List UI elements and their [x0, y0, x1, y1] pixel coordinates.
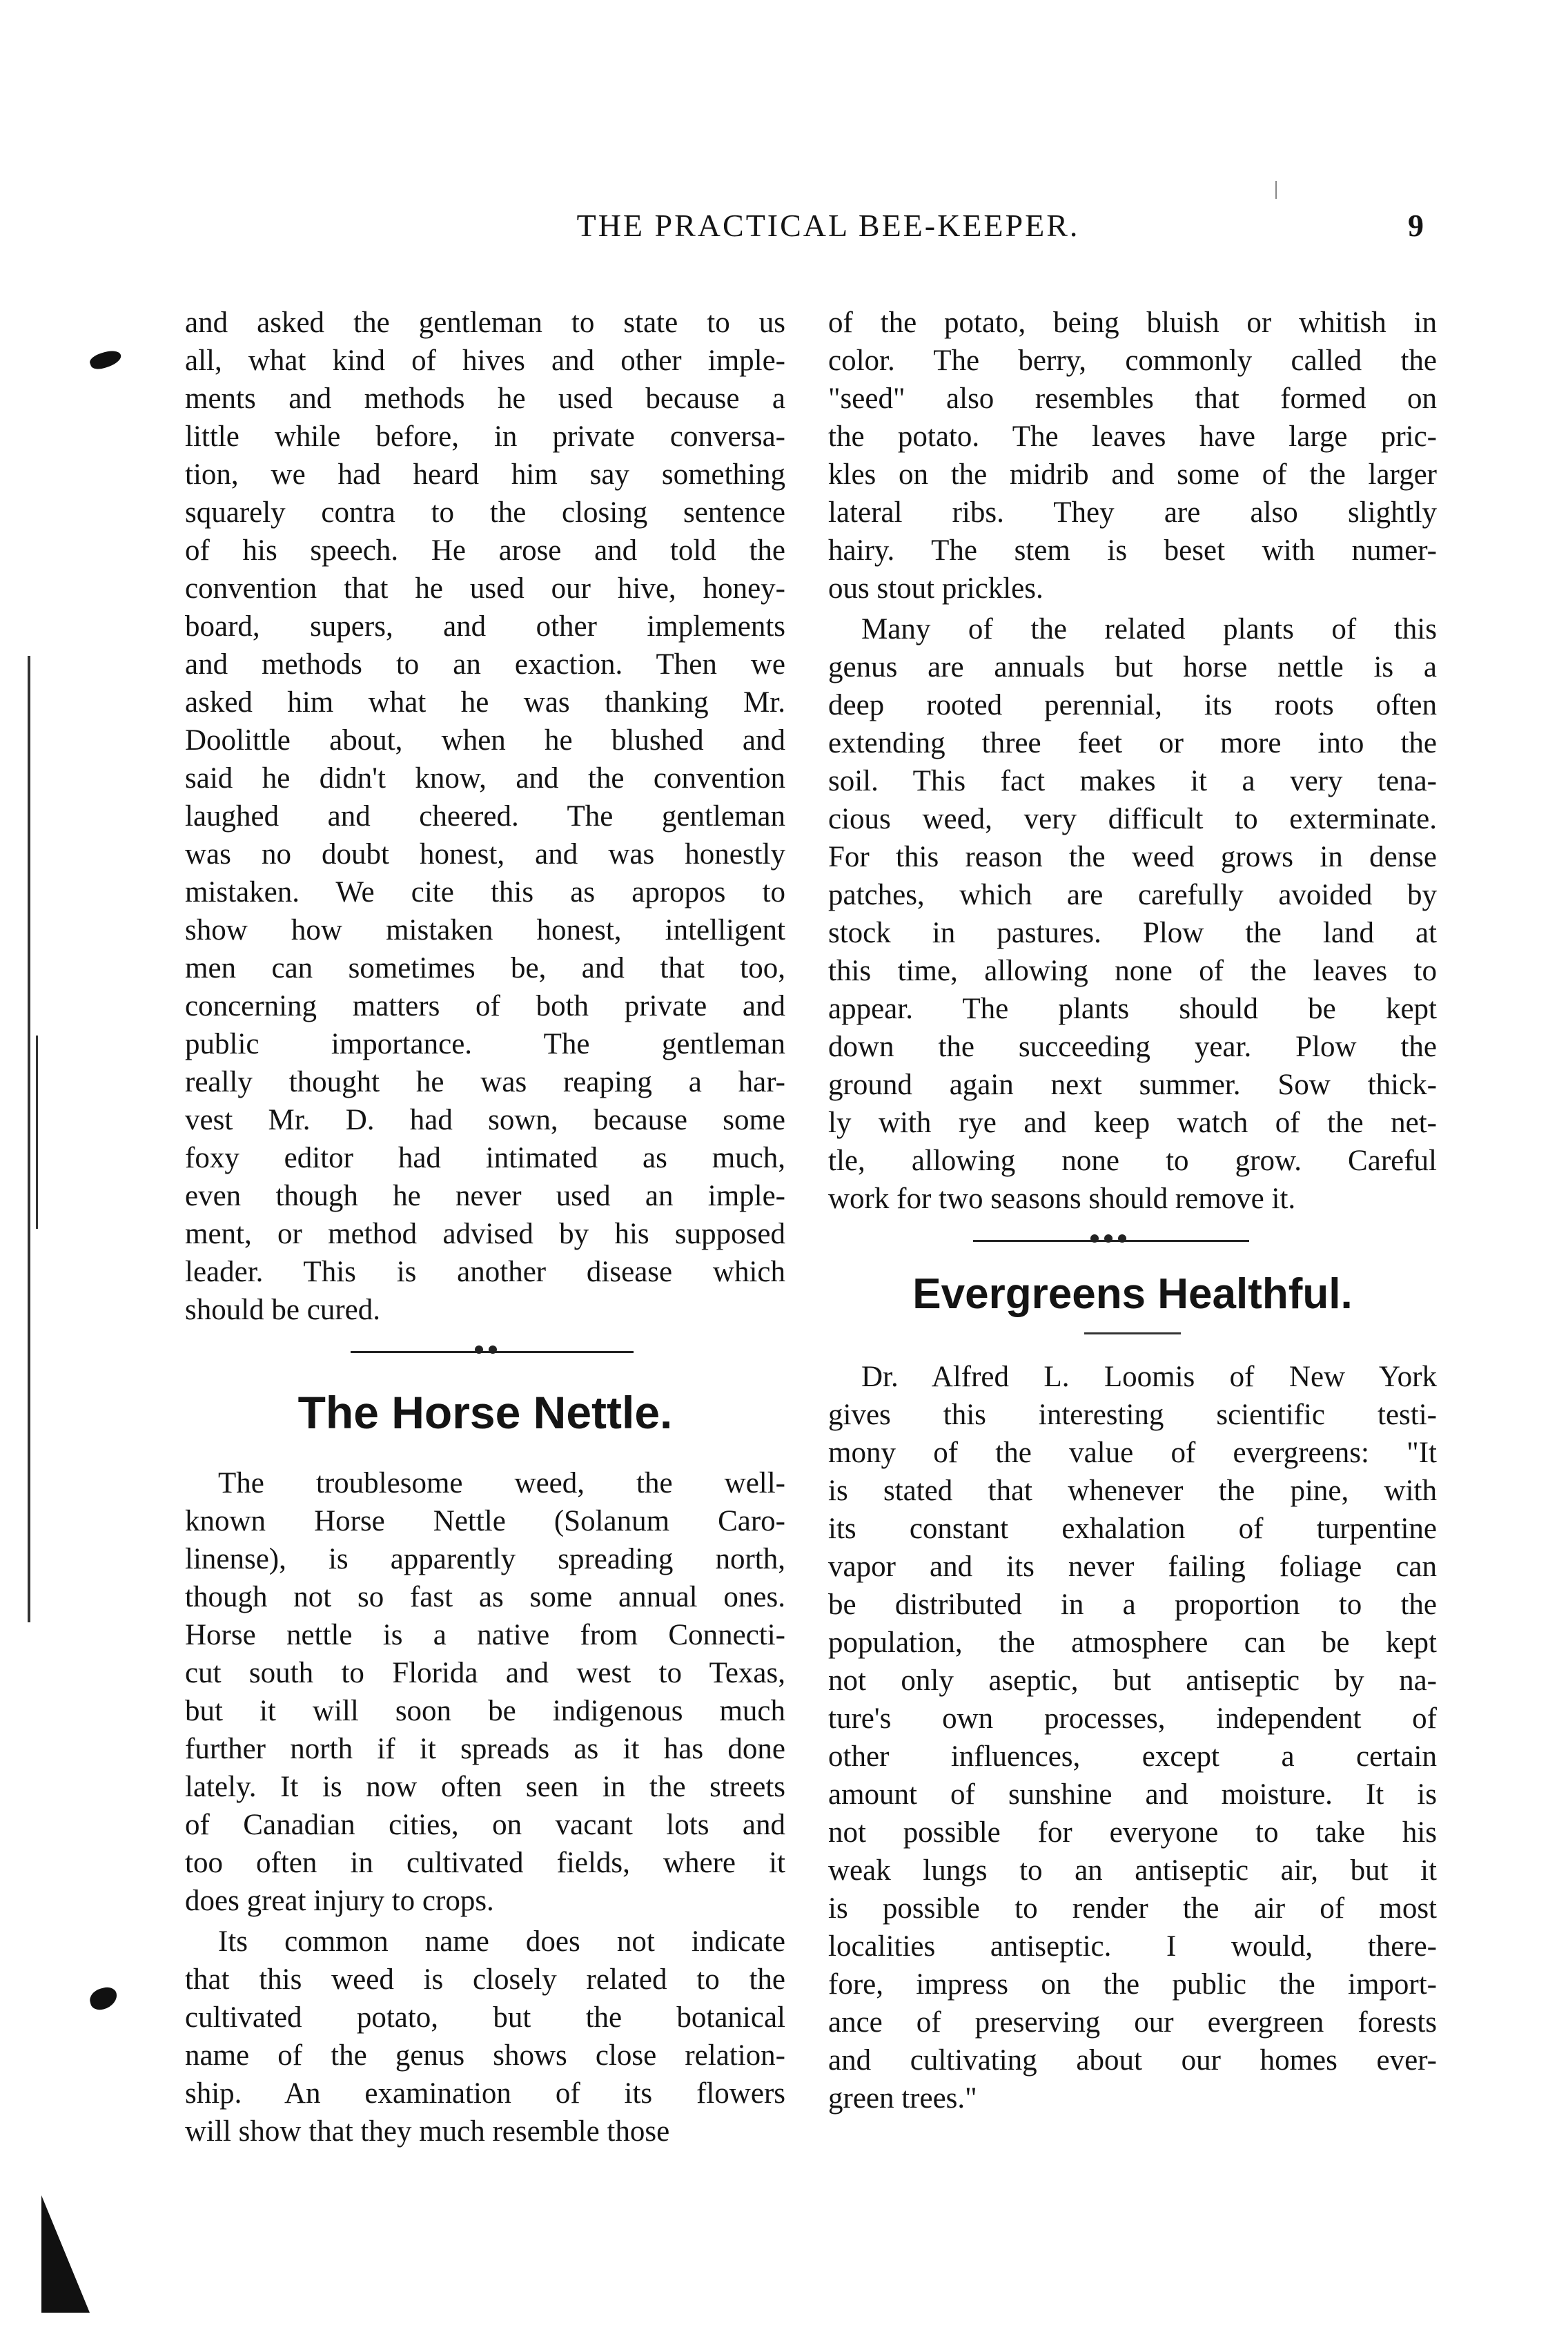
text-line: though not so fast as some annual ones.: [185, 1581, 785, 1613]
margin-mark: [88, 1985, 119, 2012]
horse-nettle-paragraph-1: [185, 1464, 785, 1920]
text-line: appear. The plants should be kept: [828, 993, 1437, 1025]
text-line: cut south to Florida and west to Texas,: [185, 1657, 785, 1689]
left-column: [185, 304, 785, 2153]
text-line: too often in cultivated fields, where it: [185, 1847, 785, 1879]
text-line: does great injury to crops.: [185, 1885, 494, 1917]
intro-paragraph: [185, 304, 785, 1329]
many-paragraph: [828, 610, 1437, 1218]
text-line: show how mistaken honest, intelligent: [185, 914, 785, 946]
text-line: hairy. The stem is beset with numer-: [828, 534, 1437, 567]
text-line: Many of the related plants of this: [861, 613, 1437, 645]
text-line: cious weed, very difficult to exterminate.: [828, 803, 1437, 835]
text-line: men can sometimes be, and that too,: [185, 952, 785, 984]
margin-mark: [28, 656, 30, 1622]
text-line: For this reason the weed grows in dense: [828, 841, 1437, 873]
text-line: further north if it spreads as it has done: [185, 1733, 785, 1765]
text-line: Dr. Alfred L. Loomis of New York: [861, 1361, 1437, 1393]
text-line: name of the genus shows close relation-: [185, 2039, 785, 2072]
text-line: laughed and cheered. The gentleman: [185, 800, 785, 833]
text-line: lateral ribs. They are also slightly: [828, 496, 1437, 529]
text-line: ous stout prickles.: [828, 572, 1043, 605]
text-line: even though he never used an imple-: [185, 1180, 785, 1212]
text-line: and asked the gentleman to state to us: [185, 307, 785, 339]
running-title: THE PRACTICAL BEE-KEEPER.: [576, 208, 1080, 243]
text-line: public importance. The gentleman: [185, 1028, 785, 1060]
text-line: be distributed in a proportion to the: [828, 1588, 1437, 1621]
heading-underline: [1084, 1332, 1181, 1334]
text-line: really thought he was reaping a har-: [185, 1066, 785, 1098]
text-line: ture's own processes, independent of: [828, 1702, 1437, 1735]
text-line: will show that they much resemble those: [185, 2115, 670, 2148]
text-line: of the potato, being bluish or whitish in: [828, 307, 1437, 339]
text-line: mistaken. We cite this as apropos to: [185, 876, 785, 908]
text-line: patches, which are carefully avoided by: [828, 879, 1437, 911]
text-line: all, what kind of hives and other imple-: [185, 344, 785, 377]
text-line: Its common name does not indicate: [218, 1925, 785, 1958]
text-line: cultivated potato, but the botanical: [185, 2001, 785, 2034]
text-line: and methods to an exaction. Then we: [185, 648, 785, 681]
text-line: Horse nettle is a native from Connecti-: [185, 1619, 785, 1651]
text-line: ship. An examination of its flowers: [185, 2077, 785, 2110]
scan-mark: [1275, 181, 1277, 199]
text-line: ments and methods he used because a: [185, 382, 785, 415]
text-line: ground again next summer. Sow thick-: [828, 1069, 1437, 1101]
text-line: its constant exhalation of turpentine: [828, 1513, 1437, 1545]
text-line: tle, allowing none to grow. Careful: [828, 1145, 1437, 1177]
text-line: should be cured.: [185, 1294, 381, 1326]
page-number: 9: [1408, 208, 1424, 243]
text-line: board, supers, and other implements: [185, 610, 785, 643]
text-line: amount of sunshine and moisture. It is: [828, 1778, 1437, 1811]
text-line: little while before, in private conversa-: [185, 420, 785, 453]
text-line: genus are annuals but horse nettle is a: [828, 651, 1437, 683]
section-divider: [828, 1223, 1437, 1258]
text-line: stock in pastures. Plow the land at: [828, 917, 1437, 949]
text-line: is possible to render the air of most: [828, 1892, 1437, 1925]
text-line: said he didn't know, and the convention: [185, 762, 785, 795]
text-line: localities antiseptic. I would, there-: [828, 1930, 1437, 1963]
text-line: that this weed is closely related to the: [185, 1963, 785, 1996]
text-line: vest Mr. D. had sown, because some: [185, 1104, 785, 1136]
text-line: concerning matters of both private and: [185, 990, 785, 1022]
text-line: kles on the midrib and some of the larger: [828, 458, 1437, 491]
text-line: but it will soon be indigenous much: [185, 1695, 785, 1727]
text-line: vapor and its never failing foliage can: [828, 1551, 1437, 1583]
text-line: the potato. The leaves have large pric-: [828, 420, 1437, 453]
text-line: mony of the value of evergreens: "It: [828, 1437, 1437, 1469]
text-line: work for two seasons should remove it.: [828, 1183, 1296, 1215]
text-line: of Canadian cities, on vacant lots and: [185, 1809, 785, 1841]
text-line: lately. It is now often seen in the streets: [185, 1771, 785, 1803]
text-line: ance of preserving our evergreen forests: [828, 2006, 1437, 2039]
horse-nettle-paragraph-2: [185, 1923, 785, 2150]
text-line: asked him what he was thanking Mr.: [185, 686, 785, 719]
text-line: green trees.": [828, 2082, 977, 2115]
text-line: extending three feet or more into the: [828, 727, 1437, 759]
text-line: color. The berry, commonly called the: [828, 344, 1437, 377]
continued-paragraph: [828, 304, 1437, 608]
text-line: was no doubt honest, and was honestly: [185, 838, 785, 871]
right-column: [828, 304, 1437, 2120]
text-line: foxy editor had intimated as much,: [185, 1142, 785, 1174]
text-line: other influences, except a certain: [828, 1740, 1437, 1773]
text-line: this time, allowing none of the leaves to: [828, 955, 1437, 987]
text-line: not possible for everyone to take his: [828, 1816, 1437, 1849]
text-line: weak lungs to an antiseptic air, but it: [828, 1854, 1437, 1887]
text-line: The troublesome weed, the well-: [218, 1467, 785, 1499]
margin-mark: [88, 347, 124, 372]
text-line: population, the atmosphere can be kept: [828, 1626, 1437, 1659]
text-line: deep rooted perennial, its roots often: [828, 689, 1437, 721]
text-line: ment, or method advised by his supposed: [185, 1218, 785, 1250]
text-line: of his speech. He arose and told the: [185, 534, 785, 567]
margin-mark: [36, 1036, 38, 1229]
text-line: Doolittle about, when he blushed and: [185, 724, 785, 757]
evergreens-paragraph: [828, 1358, 1437, 2117]
text-line: gives this interesting scientific testi-: [828, 1399, 1437, 1431]
text-line: "seed" also resembles that formed on: [828, 382, 1437, 415]
text-line: soil. This fact makes it a very tena-: [828, 765, 1437, 797]
text-line: leader. This is another disease which: [185, 1256, 785, 1288]
text-line: known Horse Nettle (Solanum Caro-: [185, 1505, 785, 1537]
section-divider: [185, 1334, 785, 1369]
text-line: convention that he used our hive, honey-: [185, 572, 785, 605]
text-line: not only aseptic, but antiseptic by na-: [828, 1664, 1437, 1697]
text-line: squarely contra to the closing sentence: [185, 496, 785, 529]
text-line: ly with rye and keep watch of the net-: [828, 1107, 1437, 1139]
text-line: fore, impress on the public the import-: [828, 1968, 1437, 2001]
horse-nettle-heading: The Horse Nettle.: [297, 1387, 673, 1438]
text-line: down the succeeding year. Plow the: [828, 1031, 1437, 1063]
text-line: tion, we had heard him say something: [185, 458, 785, 491]
text-line: and cultivating about our homes ever-: [828, 2044, 1437, 2077]
text-line: linense), is apparently spreading north,: [185, 1543, 785, 1575]
margin-mark: [41, 2195, 90, 2313]
text-line: is stated that whenever the pine, with: [828, 1475, 1437, 1507]
evergreens-heading: Evergreens Healthful.: [912, 1270, 1353, 1318]
page-header: [0, 207, 1568, 255]
